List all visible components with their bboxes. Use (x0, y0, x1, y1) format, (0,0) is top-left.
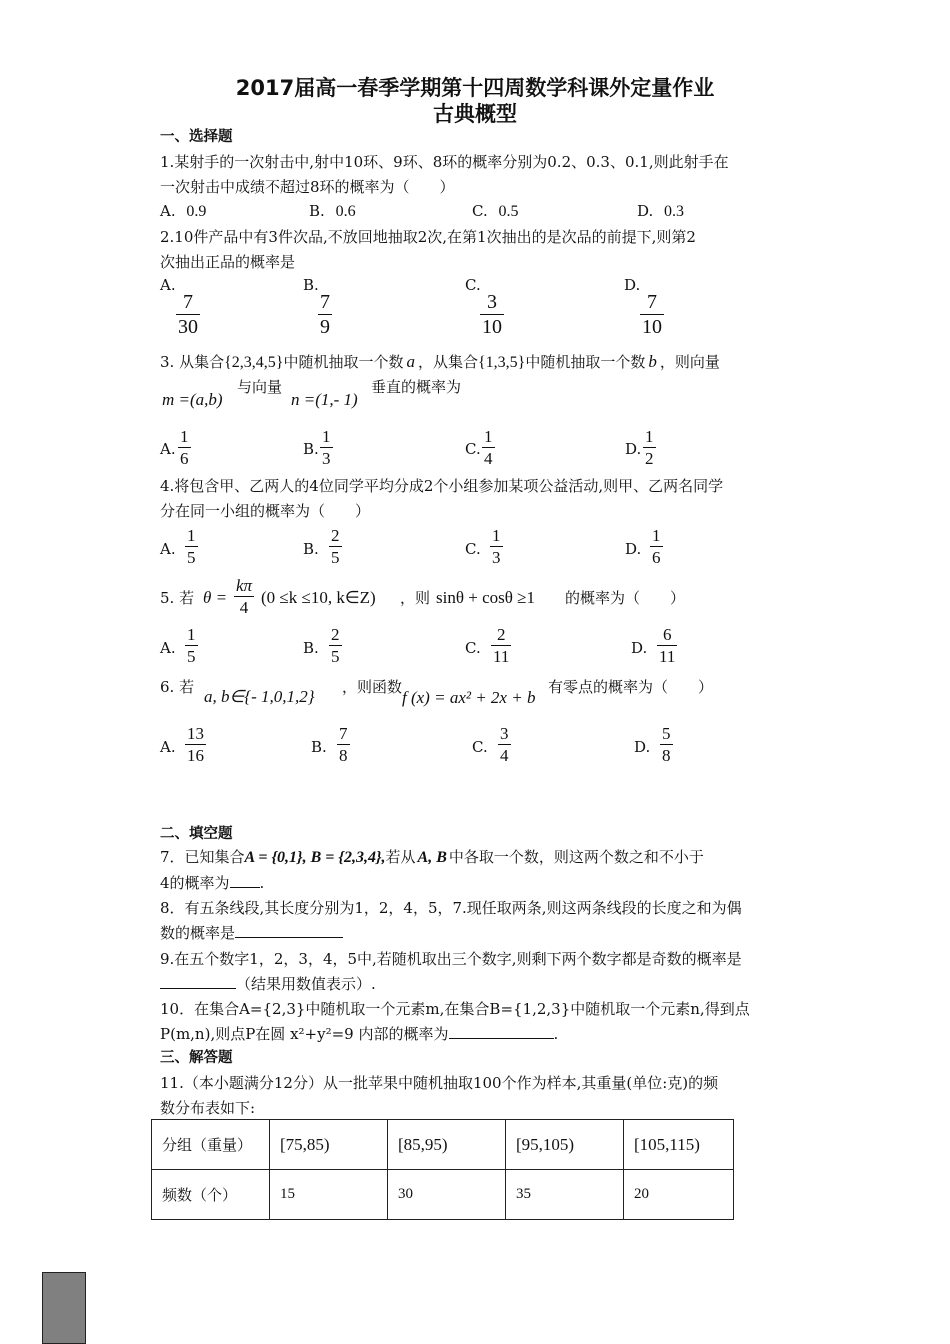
q10-line2: P(m,n),则点P在圆 x²+y²=9 内部的概率为 . (160, 1025, 559, 1043)
q5-option-d-label: D. (631, 639, 648, 657)
table-header-cell: [75,85) (270, 1120, 388, 1170)
q8-line2: 数的概率是 (160, 924, 343, 942)
q5-option-a-label: A. (160, 639, 176, 657)
q2-option-b-fraction: 7 9 (320, 291, 330, 338)
doc-subtitle: 古典概型 (433, 102, 517, 126)
q6-option-c-label: C. (472, 738, 488, 756)
q3-vector-m: m =(a,b) (162, 390, 223, 409)
q6-condition: a, b∈{- 1,0,1,2} (204, 687, 315, 706)
table-cell: 20 (624, 1170, 734, 1220)
q9-line2: （结果用数值表示）. (160, 975, 376, 993)
q6-prefix: 6. 若 (160, 678, 195, 696)
q6-suffix: 有零点的概率为（ ） (548, 678, 714, 696)
q3-option-a-fraction: 1 6 (180, 427, 189, 468)
q7-line2: 4的概率为 . (160, 874, 265, 892)
q1-option-b: B. 0.6 (309, 202, 356, 220)
q5-inequality: sinθ + cosθ ≥1 (436, 588, 535, 607)
q5-option-b-fraction: 2 5 (331, 625, 340, 666)
q10-line1: 10．在集合A={2,3}中随机取一个元素m,在集合B={1,2,3}中随机取一个元素n,得到点 (160, 1000, 750, 1018)
q4-option-c-fraction: 1 3 (492, 526, 501, 567)
table-row (152, 1170, 734, 1220)
q4-option-b-label: B. (303, 540, 319, 558)
q3-option-b-fraction: 1 3 (322, 427, 331, 468)
q4-option-d-fraction: 1 6 (652, 526, 661, 567)
q1-option-a: A. 0.9 (160, 202, 207, 220)
table-header-cell: [85,95) (388, 1120, 506, 1170)
q1-line1: 1.某射手的一次射击中,射中10环、9环、8环的概率分别为0.2、0.3、0.1,则此射手在 (160, 153, 729, 171)
q2-option-a-label: A. (160, 276, 176, 294)
q6-option-d-label: D. (634, 738, 651, 756)
q5-option-c-label: C. (465, 639, 481, 657)
q5-option-c-fraction: 2 11 (493, 625, 510, 666)
q2-line1: 2.10件产品中有3件次品,不放回地抽取2次,在第1次抽出的是次品的前提下,则第2 (160, 228, 696, 246)
frequency-table (151, 1119, 734, 1220)
q11-line2: 数分布表如下: (160, 1099, 256, 1117)
q3-option-b-label: B. (303, 440, 319, 458)
section-heading-choice: 一、选择题 (160, 129, 233, 145)
q2-option-d-fraction: 7 10 (642, 291, 662, 338)
q1-option-c: C. 0.5 (472, 202, 519, 220)
q8-answer-blank[interactable] (235, 937, 343, 938)
q2-option-a-fraction: 7 30 (178, 291, 198, 338)
q5-option-b-label: B. (303, 639, 319, 657)
q5-theta-equals: θ = (203, 588, 228, 607)
q5-prefix: 5. 若 (160, 589, 195, 607)
q2-option-c-label: C. (465, 276, 481, 294)
table-cell: 频数（个） (152, 1170, 270, 1220)
q6-option-a-label: A. (160, 738, 176, 756)
q6-function: f (x) = ax² + 2x + b (402, 688, 536, 707)
q4-option-a-label: A. (160, 540, 176, 558)
q8-line1: 8．有五条线段,其长度分别为1，2，4，5，7.现任取两条,则这两条线段的长度之和为偶 (160, 899, 742, 917)
q9-answer-blank[interactable] (160, 988, 236, 989)
q5-suffix: 的概率为（ ） (565, 589, 686, 607)
q2-line2: 次抽出正品的概率是 (160, 253, 296, 271)
q5-condition: (0 ≤k ≤10, k∈Z) (261, 588, 376, 607)
q7-answer-blank[interactable] (230, 887, 260, 888)
q3-option-a-label: A. (160, 440, 176, 458)
section-heading-fill: 二、填空题 (160, 826, 233, 842)
q4-line1: 4.将包含甲、乙两人的4位同学平均分成2个小组参加某项公益活动,则甲、乙两名同学 (160, 477, 724, 495)
q3-option-c-fraction: 1 4 (484, 427, 493, 468)
q4-option-d-label: D. (625, 540, 642, 558)
q6-option-d-fraction: 5 8 (662, 724, 671, 765)
q3-vector-n: n =(1,- 1) (291, 390, 358, 409)
q6-option-b-fraction: 7 8 (339, 724, 348, 765)
q10-answer-blank[interactable] (449, 1038, 554, 1039)
q1-option-d: D. 0.3 (637, 202, 685, 220)
gray-marker-box (42, 1272, 86, 1344)
q1-line2: 一次射击中成绩不超过8环的概率为（ ） (160, 178, 455, 196)
q2-option-b-label: B. (303, 276, 319, 294)
q6-option-c-fraction: 3 4 (500, 724, 509, 765)
q2-option-d-label: D. (624, 276, 641, 294)
q3-text-with-vector: 与向量 (237, 378, 283, 396)
q9-line1: 9.在五个数字1，2，3，4，5中,若随机取出三个数字,则剩下两个数字都是奇数的概率是 (160, 950, 742, 968)
q5-kpi-fraction: kπ 4 (236, 576, 253, 617)
table-cell: 35 (506, 1170, 624, 1220)
table-header-cell: [95,105) (506, 1120, 624, 1170)
q11-line1: 11.（本小题满分12分）从一批苹果中随机抽取100个作为样本,其重量(单位:克)的频 (160, 1074, 719, 1092)
q6-option-a-fraction: 13 16 (187, 724, 204, 765)
q4-option-c-label: C. (465, 540, 481, 558)
q5-option-d-fraction: 6 11 (659, 625, 676, 666)
q4-line2: 分在同一小组的概率为（ ） (160, 502, 371, 520)
q7-line1: 7．已知集合A = {0,1}, B = {2,3,4},若从 A, B 中各取一个数，则这两个数之和不小于 (160, 848, 704, 866)
q6-then: ，则函数 (342, 678, 403, 696)
q5-option-a-fraction: 1 5 (187, 625, 196, 666)
q4-option-b-fraction: 2 5 (331, 526, 340, 567)
q3-option-d-label: D. (625, 440, 642, 458)
doc-title: 2017届高一春季学期第十四周数学科课外定量作业 (235, 76, 715, 100)
table-header-cell: [105,115) (624, 1120, 734, 1170)
section-heading-answer: 三、解答题 (160, 1050, 233, 1066)
q3-line1: 3. 从集合{2,3,4,5}中随机抽取一个数 a ，从集合{1,3,5}中随机抽取一个数 b ，则向量 (160, 352, 720, 371)
q4-option-a-fraction: 1 5 (187, 526, 196, 567)
q3-option-d-fraction: 1 2 (645, 427, 654, 468)
q3-text-perpendicular: 垂直的概率为 (371, 378, 462, 396)
q5-then: ，则 (400, 589, 431, 607)
table-header-cell: 分组（重量） (152, 1120, 270, 1170)
table-cell: 30 (388, 1170, 506, 1220)
q6-option-b-label: B. (311, 738, 327, 756)
q2-option-c-fraction: 3 10 (482, 291, 502, 338)
table-cell: 15 (270, 1170, 388, 1220)
q3-option-c-label: C. (465, 440, 481, 458)
table-row (152, 1120, 734, 1170)
